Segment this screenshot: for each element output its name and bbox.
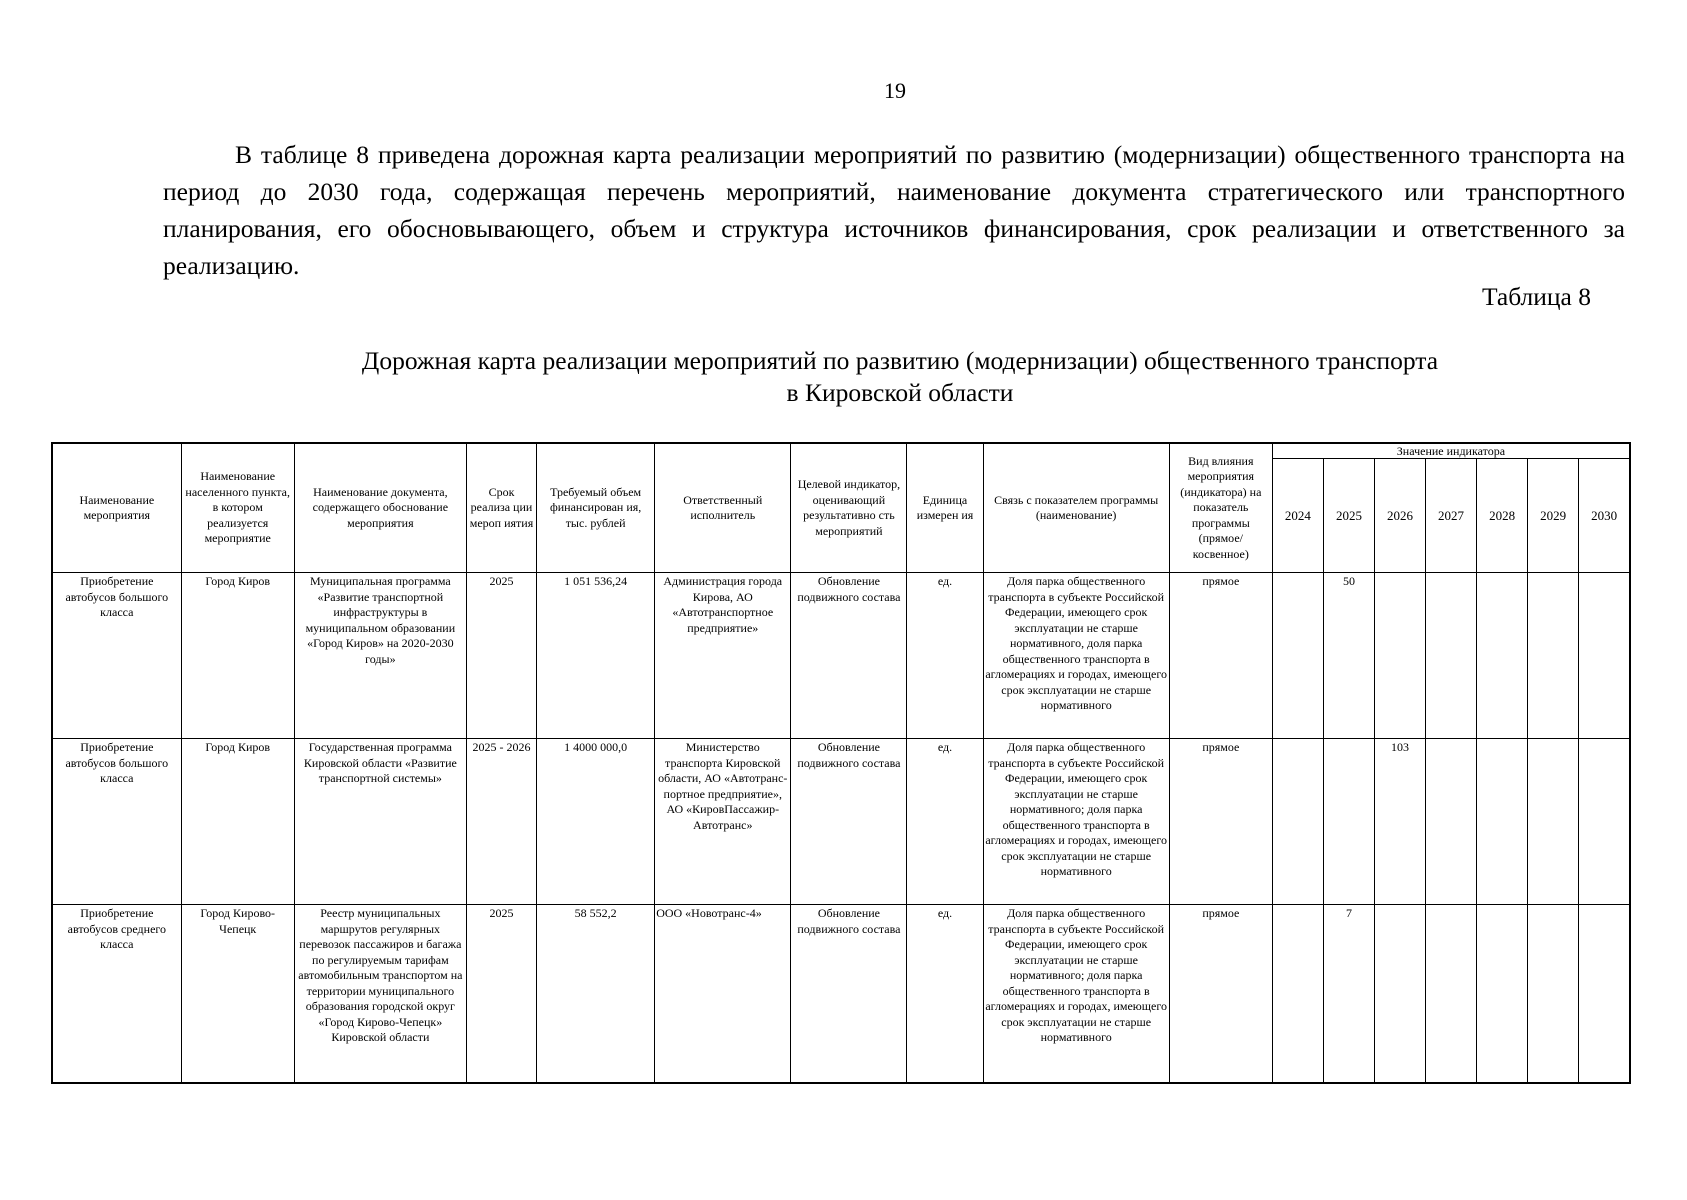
header-indicator: Целевой индикатор, оценивающий результативно сть мероприятий <box>791 443 907 573</box>
table-label: Таблица 8 <box>1481 282 1591 311</box>
cell-settlement: Город Кирово-Чепецк <box>181 905 294 1083</box>
cell-settlement: Город Киров <box>181 739 294 905</box>
cell-value <box>1426 573 1477 739</box>
header-year: 2029 <box>1528 459 1579 573</box>
header-settlement: Наименование населенного пункта, в котором реализуется мероприятие <box>181 443 294 573</box>
cell-value <box>1272 739 1323 905</box>
cell-value <box>1272 573 1323 739</box>
cell-document: Муниципальная программа «Развитие транспортной инфраструктуры в муниципальном образовании «Город Киров» на 2020-2030 годы» <box>294 573 466 739</box>
cell-value <box>1426 905 1477 1083</box>
header-year: 2026 <box>1374 459 1425 573</box>
header-indicator-value: Значение индикатора <box>1272 443 1630 459</box>
intro-paragraph: В таблице 8 приведена дорожная карта реализации мероприятий по развитию (модернизации) общественного транспорта на период до 2030 года, содержащая перечень мероприятий, наименование документа стратегического или транспортного планирования, его обосновывающего, объем и структура источников финансирования, срок реализации и ответственного за реализацию. <box>163 140 1625 280</box>
cell-unit: ед. <box>907 739 983 905</box>
cell-influence: прямое <box>1169 739 1272 905</box>
cell-value <box>1579 573 1630 739</box>
cell-indicator: Обновление подвижного состава <box>791 905 907 1083</box>
cell-funding: 1 4000 000,0 <box>537 739 655 905</box>
cell-link: Доля парка общественного транспорта в субъекте Российской Федерации, имеющего срок эксплуатации не старше нормативного; доля парка общественного транспорта в агломерациях и городах, имеющего срок эксплуатации не старше нормативного <box>983 739 1169 905</box>
table-row <box>52 573 1630 739</box>
header-measure: Наименование мероприятия <box>52 443 181 573</box>
cell-value <box>1323 739 1374 905</box>
cell-unit: ед. <box>907 905 983 1083</box>
cell-unit: ед. <box>907 573 983 739</box>
header-executor: Ответственный исполнитель <box>655 443 791 573</box>
cell-executor: ООО «Новотранс-4» <box>655 905 791 1083</box>
cell-value <box>1579 905 1630 1083</box>
header-year: 2030 <box>1579 459 1630 573</box>
header-funding: Требуемый объем финансирован ия, тыс. рублей <box>537 443 655 573</box>
cell-value <box>1272 905 1323 1083</box>
cell-value <box>1374 905 1425 1083</box>
cell-link: Доля парка общественного транспорта в субъекте Российской Федерации, имеющего срок эксплуатации не старше нормативного, доля парка общественного транспорта в агломерациях и городах, имеющего срок эксплуатации не старше нормативного <box>983 573 1169 739</box>
roadmap-table <box>51 442 1631 1084</box>
table-row <box>52 739 1630 905</box>
cell-indicator: Обновление подвижного состава <box>791 739 907 905</box>
cell-settlement: Город Киров <box>181 573 294 739</box>
cell-value <box>1528 905 1579 1083</box>
page-number: 19 <box>884 78 906 103</box>
table-title-line2: в Кировской области <box>786 378 1014 407</box>
cell-document: Реестр муниципальных маршрутов регулярных перевозок пассажиров и багажа по регулируемым тарифам автомобильным транспортом на территории муниципального образования городской округ «Город Кирово-Чепецк» Кировской области <box>294 905 466 1083</box>
cell-value <box>1374 573 1425 739</box>
cell-funding: 1 051 536,24 <box>537 573 655 739</box>
header-year: 2025 <box>1323 459 1374 573</box>
header-year: 2028 <box>1477 459 1528 573</box>
header-year: 2024 <box>1272 459 1323 573</box>
header-link: Связь с показателем программы (наименование) <box>983 443 1169 573</box>
cell-measure: Приобретение автобусов большого класса <box>52 739 181 905</box>
cell-value <box>1528 573 1579 739</box>
cell-value <box>1477 573 1528 739</box>
header-document: Наименование документа, содержащего обоснование мероприятия <box>294 443 466 573</box>
cell-measure: Приобретение автобусов среднего класса <box>52 905 181 1083</box>
cell-document: Государственная программа Кировской области «Развитие транспортной системы» <box>294 739 466 905</box>
cell-term: 2025 <box>466 573 536 739</box>
cell-influence: прямое <box>1169 905 1272 1083</box>
cell-value: 50 <box>1323 573 1374 739</box>
table-title <box>200 345 1600 409</box>
cell-term: 2025 <box>466 905 536 1083</box>
cell-link: Доля парка общественного транспорта в субъекте Российской Федерации, имеющего срок эксплуатации не старше нормативного; доля парка общественного транспорта в агломерациях и городах, имеющего срок эксплуатации не старше нормативного <box>983 905 1169 1083</box>
cell-value <box>1579 739 1630 905</box>
cell-value <box>1528 739 1579 905</box>
cell-value <box>1477 739 1528 905</box>
header-influence: Вид влияния мероприятия (индикатора) на показатель программы (прямое/ косвенное) <box>1169 443 1272 573</box>
header-term: Срок реализа ции мероп иятия <box>466 443 536 573</box>
table-title-line1: Дорожная карта реализации мероприятий по развитию (модернизации) общественного транспорта <box>361 346 1439 375</box>
header-row <box>52 443 1630 459</box>
cell-measure: Приобретение автобусов большого класса <box>52 573 181 739</box>
header-year: 2027 <box>1426 459 1477 573</box>
cell-executor: Министерство транспорта Кировской области, АО «Автотранс-портное предприятие», АО «КировПассажир-Автотранс» <box>655 739 791 905</box>
cell-value: 7 <box>1323 905 1374 1083</box>
header-unit: Единица измерен ия <box>907 443 983 573</box>
cell-value: 103 <box>1374 739 1425 905</box>
cell-influence: прямое <box>1169 573 1272 739</box>
cell-value <box>1426 739 1477 905</box>
cell-value <box>1477 905 1528 1083</box>
cell-term: 2025 - 2026 <box>466 739 536 905</box>
cell-funding: 58 552,2 <box>537 905 655 1083</box>
cell-indicator: Обновление подвижного состава <box>791 573 907 739</box>
table-row <box>52 905 1630 1083</box>
cell-executor: Администрация города Кирова, АО «Автотранспортное предприятие» <box>655 573 791 739</box>
